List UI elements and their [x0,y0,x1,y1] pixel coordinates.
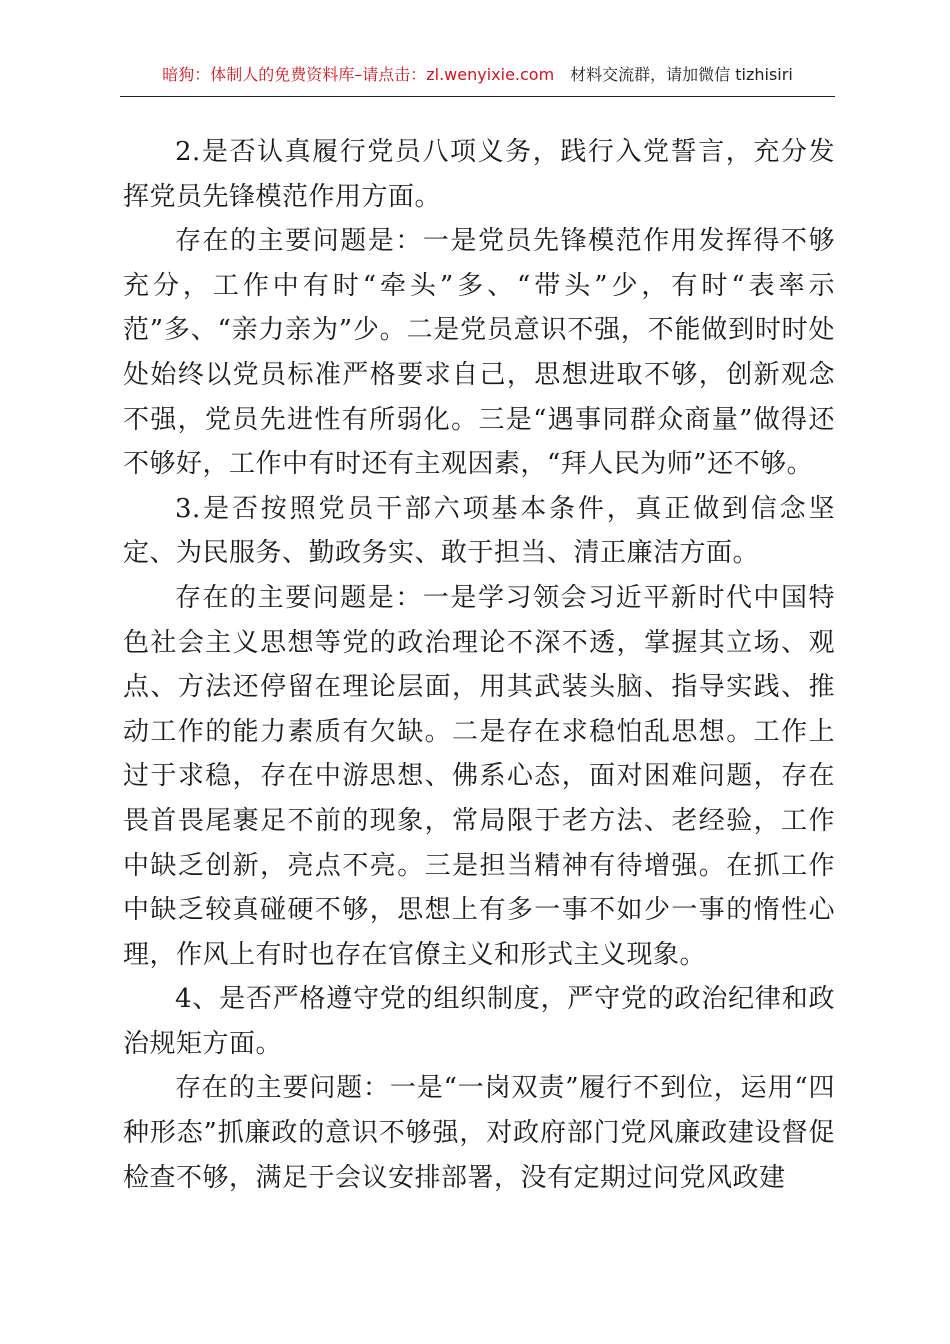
header-site-name: 暗狗：体制人的免费资料库 [162,65,355,84]
paragraph-section-3-problems: 存在的主要问题是：一是学习领会习近平新时代中国特色社会主义思想等党的政治理论不深不透，掌握其立场、观点、方法还停留在理论层面，用其武装头脑、指导实践、推动工作的能力素质有欠缺。二是存在求稳怕乱思想。工作上过于求稳，存在中游思想、佛系心态，面对困难问题，存在畏首畏尾裹足不前的现象，常局限于老方法、老经验，工作中缺乏创新，亮点不亮。三是担当精神有待增强。在抓工作中缺乏较真碰硬不够，思想上有多一事不如少一事的惰性心理，作风上有时也存在官僚主义和形式主义现象。 [123,582,835,970]
paragraph-section-4-problems: 存在的主要问题：一是“一岗双责”履行不到位，运用“四种形态”抓廉政的意识不够强，对政府部门党风廉政建设督促检查不够，满足于会议安排部署，没有定期过问党风政建 [123,1073,835,1193]
paragraph-section-2-problems: 存在的主要问题是：一是党员先锋模范作用发挥得不够充分，工作中有时“牵头”多、“带头”少，有时“表率示范”多、“亲力亲为”少。二是党员意识不强，不能做到时时处处始终以党员标准严格要求自己，思想进取不够，创新观念不强，党员先进性有所弱化。三是“遇事同群众商量”做得还不够好，工作中有时还有主观因素，“拜人民为师”还不够。 [123,226,835,480]
header-wechat-note: 材料交流群，请加微信 tizhisiri [570,65,793,84]
header-site-link[interactable]: –请点击：zl.wenyixie.com [354,65,555,84]
paragraph-section-4-title: 4、是否严格遵守党的组织制度，严守党的政治纪律和政治规矩方面。 [123,984,835,1059]
paragraph-section-3-title: 3.是否按照党员干部六项基本条件，真正做到信念坚定、为民服务、勤政务实、敢于担当、清正廉洁方面。 [123,493,835,569]
document-body [123,130,835,1200]
page-header [120,62,835,97]
paragraph-section-2-title: 2.是否认真履行党员八项义务，践行入党誓言，充分发挥党员先锋模范作用方面。 [123,137,835,212]
